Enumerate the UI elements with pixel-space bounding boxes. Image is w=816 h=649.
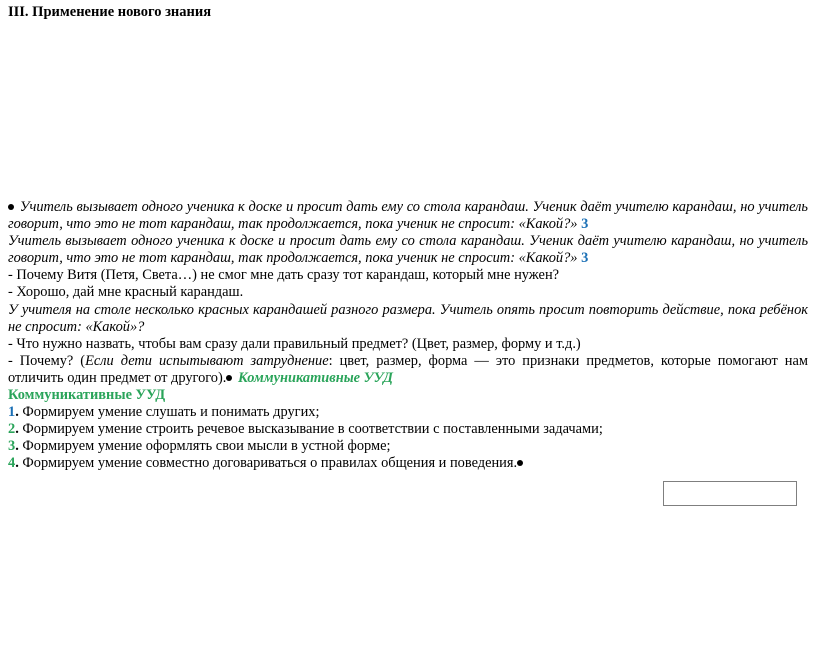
list-item: 3. Формируем умение оформлять свои мысли в устной форме; bbox=[8, 438, 391, 455]
list-item-text: Формируем умение совместно договариваться о правилах общения и поведения. bbox=[22, 455, 518, 472]
list-item-number: 3 bbox=[8, 438, 16, 455]
bullet-icon bbox=[517, 460, 523, 466]
list-item: 1. Формируем умение слушать и понимать других; bbox=[8, 404, 320, 421]
list-item-number: 1 bbox=[8, 404, 16, 421]
paragraph-3: - Почему Витя (Петя, Света…) не смог мне дать сразу тот карандаш, который мне нужен? bbox=[8, 267, 560, 284]
list-item: 4. Формируем умение совместно договариваться о правилах общения и поведения. bbox=[8, 455, 808, 472]
paragraph-1 bbox=[8, 199, 808, 233]
bullet-icon bbox=[8, 204, 14, 210]
list-item-number: 2 bbox=[8, 421, 16, 438]
paragraph-4: - Хорошо, дай мне красный карандаш. bbox=[8, 284, 244, 301]
paragraph-7-start: - Почему? ( bbox=[8, 352, 86, 369]
paragraph-2-text: Учитель вызывает одного ученика к доске и просит дать ему со стола карандаш. Ученик даёт учителю карандаш, но учитель говорит, что это не тот карандаш, так продолжается, пока ученик не спросит: «Какой?» bbox=[8, 233, 808, 267]
empty-text-box[interactable] bbox=[663, 481, 797, 506]
list-item-text: Формируем умение слушать и понимать других; bbox=[22, 404, 320, 421]
list-item-number: 4 bbox=[8, 455, 16, 472]
paragraph-2-number: 3 bbox=[581, 250, 589, 267]
bullet-icon bbox=[226, 375, 232, 381]
list-item: 2. Формируем умение строить речевое высказывание в соответствии с поставленными задачами; bbox=[8, 421, 603, 438]
communicative-heading: Коммуникативные УУД bbox=[8, 387, 166, 404]
document-body bbox=[8, 199, 808, 473]
paragraph-5: У учителя на столе несколько красных карандашей разного размера. Учитель опять просит повторить действие, пока ребёнок не спросит: «Какой»? bbox=[8, 301, 808, 335]
section-heading: III. Применение нового знания bbox=[8, 4, 212, 20]
list-item-text: Формируем умение строить речевое высказывание в соответствии с поставленными задачами; bbox=[22, 421, 603, 438]
paragraph-7 bbox=[8, 353, 808, 387]
paragraph-1-number: 3 bbox=[581, 216, 589, 233]
paragraph-1-text: Учитель вызывает одного ученика к доске и просит дать ему со стола карандаш. Ученик даёт учителю карандаш, но учитель говорит, что это не тот карандаш, так продолжается, пока ученик не спросит: «Какой?» bbox=[8, 199, 808, 233]
paragraph-7-tag: Коммуникативные УУД bbox=[238, 369, 393, 386]
paragraph-2 bbox=[8, 233, 808, 267]
list-item-text: Формируем умение оформлять свои мысли в устной форме; bbox=[22, 438, 391, 455]
paragraph-6: - Что нужно назвать, чтобы вам сразу дали правильный предмет? (Цвет, размер, форму и т.д.) bbox=[8, 335, 581, 352]
paragraph-7-italic: Если дети испытывают затруднение bbox=[85, 352, 329, 369]
paragraph-7-end: : цвет, размер, форма — это признаки предметов, которые помогают нам отличить один предмет от другого). bbox=[8, 352, 808, 386]
